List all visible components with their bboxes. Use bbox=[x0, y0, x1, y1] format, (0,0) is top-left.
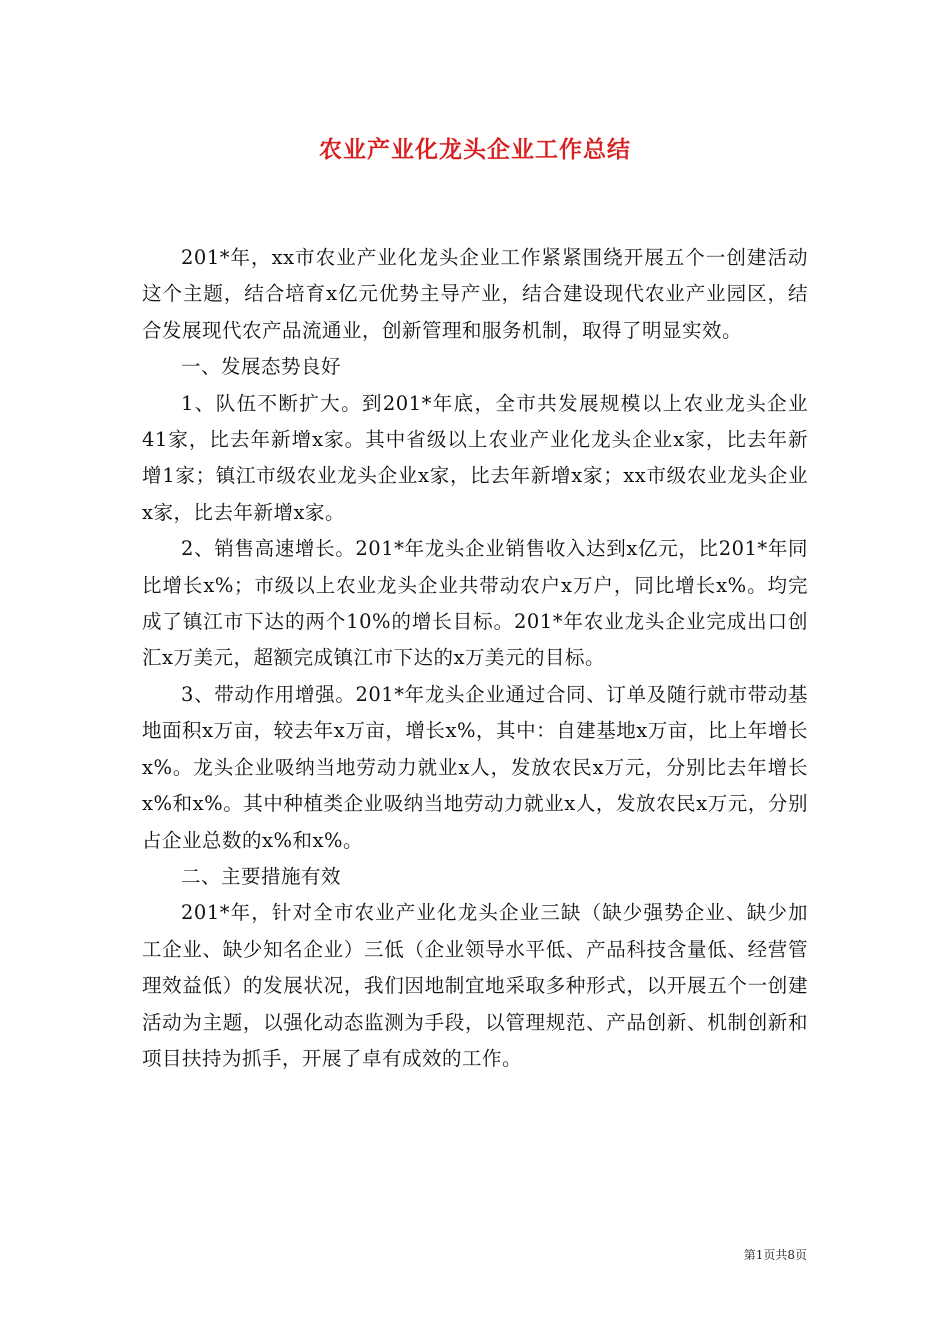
paragraph-driving-effect: 3、带动作用增强。201*年龙头企业通过合同、订单及随行就市带动基地面积x万亩，较去年x万亩，增长x%，其中：自建基地x万亩，比上年增长x%。龙头企业吸纳当地劳动力就业x人，发放农民x万元，分别比去年增长x%和x%。其中种植类企业吸纳当地劳动力就业x人，发放农民x万元，分别占企业总数的x%和x%。 bbox=[142, 682, 808, 852]
paragraph-measures: 201*年，针对全市农业产业化龙头企业三缺（缺少强势企业、缺少加工企业、缺少知名企业）三低（企业领导水平低、产品科技含量低、经营管理效益低）的发展状况，我们因地制宜地采取多种形式，以开展五个一创建活动为主题，以强化动态监测为手段，以管理规范、产品创新、机制创新和项目扶持为抓手，开展了卓有成效的工作。 bbox=[142, 901, 808, 1070]
document-body bbox=[142, 240, 808, 1077]
section-heading-2: 二、主要措施有效 bbox=[181, 864, 342, 888]
page-number-footer: 第1页共8页 bbox=[743, 1248, 807, 1262]
paragraph-team-expansion: 1、队伍不断扩大。到201*年底，全市共发展规模以上农业龙头企业41家，比去年新增x家。其中省级以上农业产业化龙头企业x家，比去年新增1家；镇江市级农业龙头企业x家，比去年新增x家；xx市级农业龙头企业x家，比去年新增x家。 bbox=[142, 391, 808, 524]
document-title: 农业产业化龙头企业工作总结 bbox=[319, 136, 631, 163]
paragraph-sales-growth: 2、销售高速增长。201*年龙头企业销售收入达到x亿元，比201*年同比增长x%；市级以上农业龙头企业共带动农户x万户，同比增长x%。均完成了镇江市下达的两个10%的增长目标。201*年农业龙头企业完成出口创汇x万美元，超额完成镇江市下达的x万美元的目标。 bbox=[142, 537, 808, 670]
section-heading-1: 一、发展态势良好 bbox=[181, 355, 342, 379]
intro-paragraph: 201*年，xx市农业产业化龙头企业工作紧紧围绕开展五个一创建活动这个主题，结合培育x亿元优势主导产业，结合建设现代农业产业园区，结合发展现代农产品流通业，创新管理和服务机制，取得了明显实效。 bbox=[142, 246, 808, 342]
